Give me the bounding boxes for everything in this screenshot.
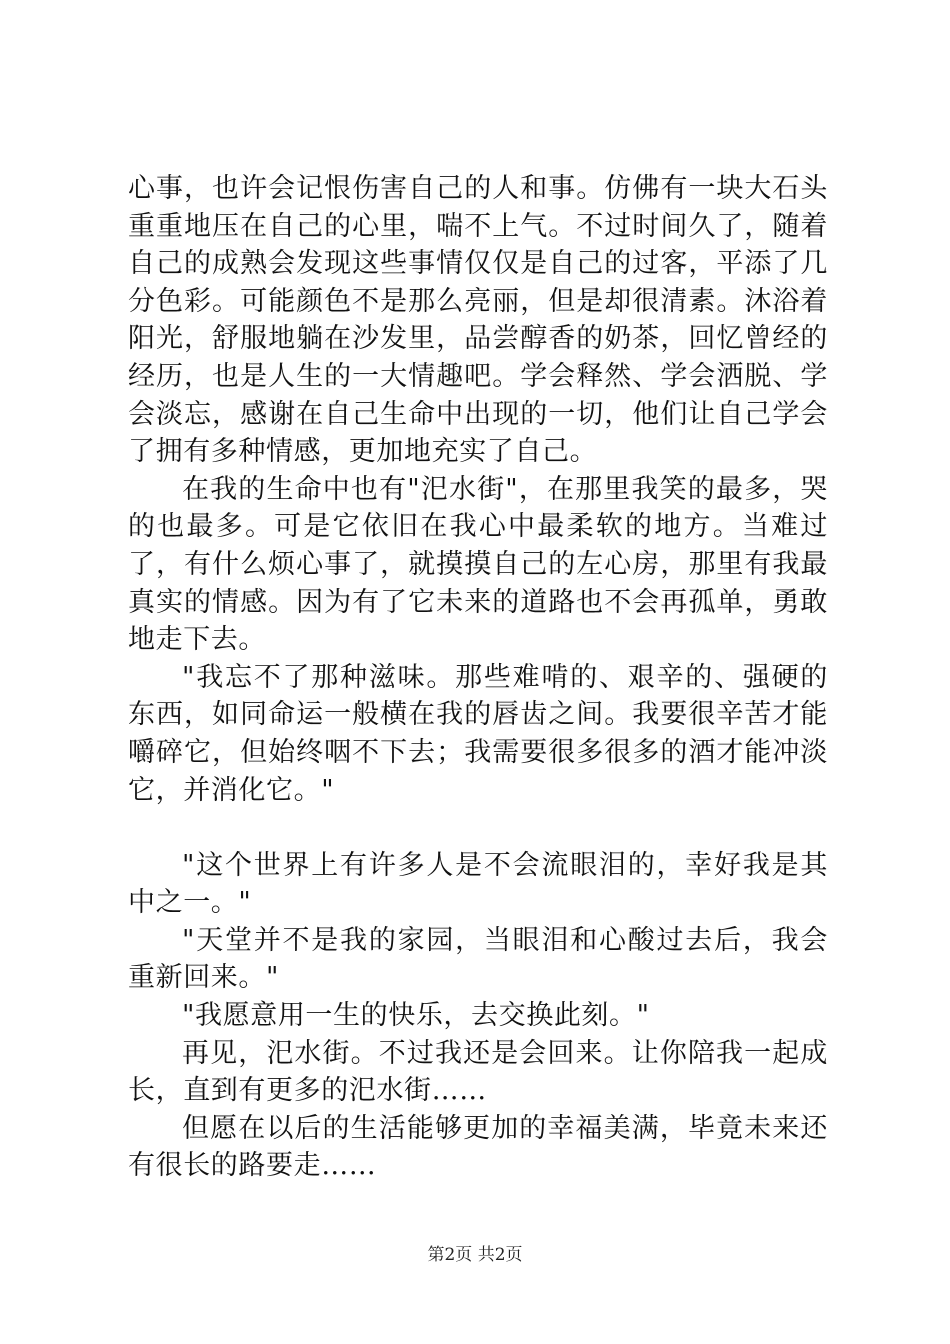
paragraph-5: "天堂并不是我的家园，当眼泪和心酸过去后，我会重新回来。" xyxy=(128,924,828,994)
paragraph-1: 心事，也许会记恨伤害自己的人和事。仿佛有一块大石头重重地压在自己的心里，喘不上气。不过时间久了，随着自己的成熟会发现这些事情仅仅是自己的过客，平添了几分色彩。可能颜色不是那么亮丽，但是却很清素。沐浴着阳光，舒服地躺在沙发里，品尝醇香的奶茶，回忆曾经的经历，也是人生的一大情趣吧。学会释然、学会洒脱、学会淡忘，感谢在自己生命中出现的一切，他们让自己学会了拥有多种情感，更加地充实了自己。 xyxy=(128,173,828,468)
paragraph-4: "这个世界上有许多人是不会流眼泪的，幸好我是其中之一。" xyxy=(128,849,828,919)
paragraph-8: 但愿在以后的生活能够更加的幸福美满，毕竟未来还有很长的路要走…… xyxy=(128,1112,828,1182)
paragraph-3: "我忘不了那种滋味。那些难啃的、艰辛的、强硬的东西，如同命运一般横在我的唇齿之间。我要很辛苦才能嚼碎它，但始终咽不下去；我需要很多很多的酒才能冲淡它，并消化它。" xyxy=(128,661,828,806)
document-body xyxy=(128,170,828,1185)
paragraph-2: 在我的生命中也有"汜水街"，在那里我笑的最多，哭的也最多。可是它依旧在我心中最柔软的地方。当难过了，有什么烦心事了，就摸摸自己的左心房，那里有我最真实的情感。因为有了它未来的道路也不会再孤单，勇敢地走下去。 xyxy=(128,473,828,656)
paragraph-6: "我愿意用一生的快乐，去交换此刻。" xyxy=(182,1000,650,1032)
blank-line xyxy=(128,809,828,847)
page-number-footer: 第2页 共2页 xyxy=(427,1245,523,1265)
paragraph-7: 再见，汜水街。不过我还是会回来。让你陪我一起成长，直到有更多的汜水街…… xyxy=(128,1037,828,1107)
